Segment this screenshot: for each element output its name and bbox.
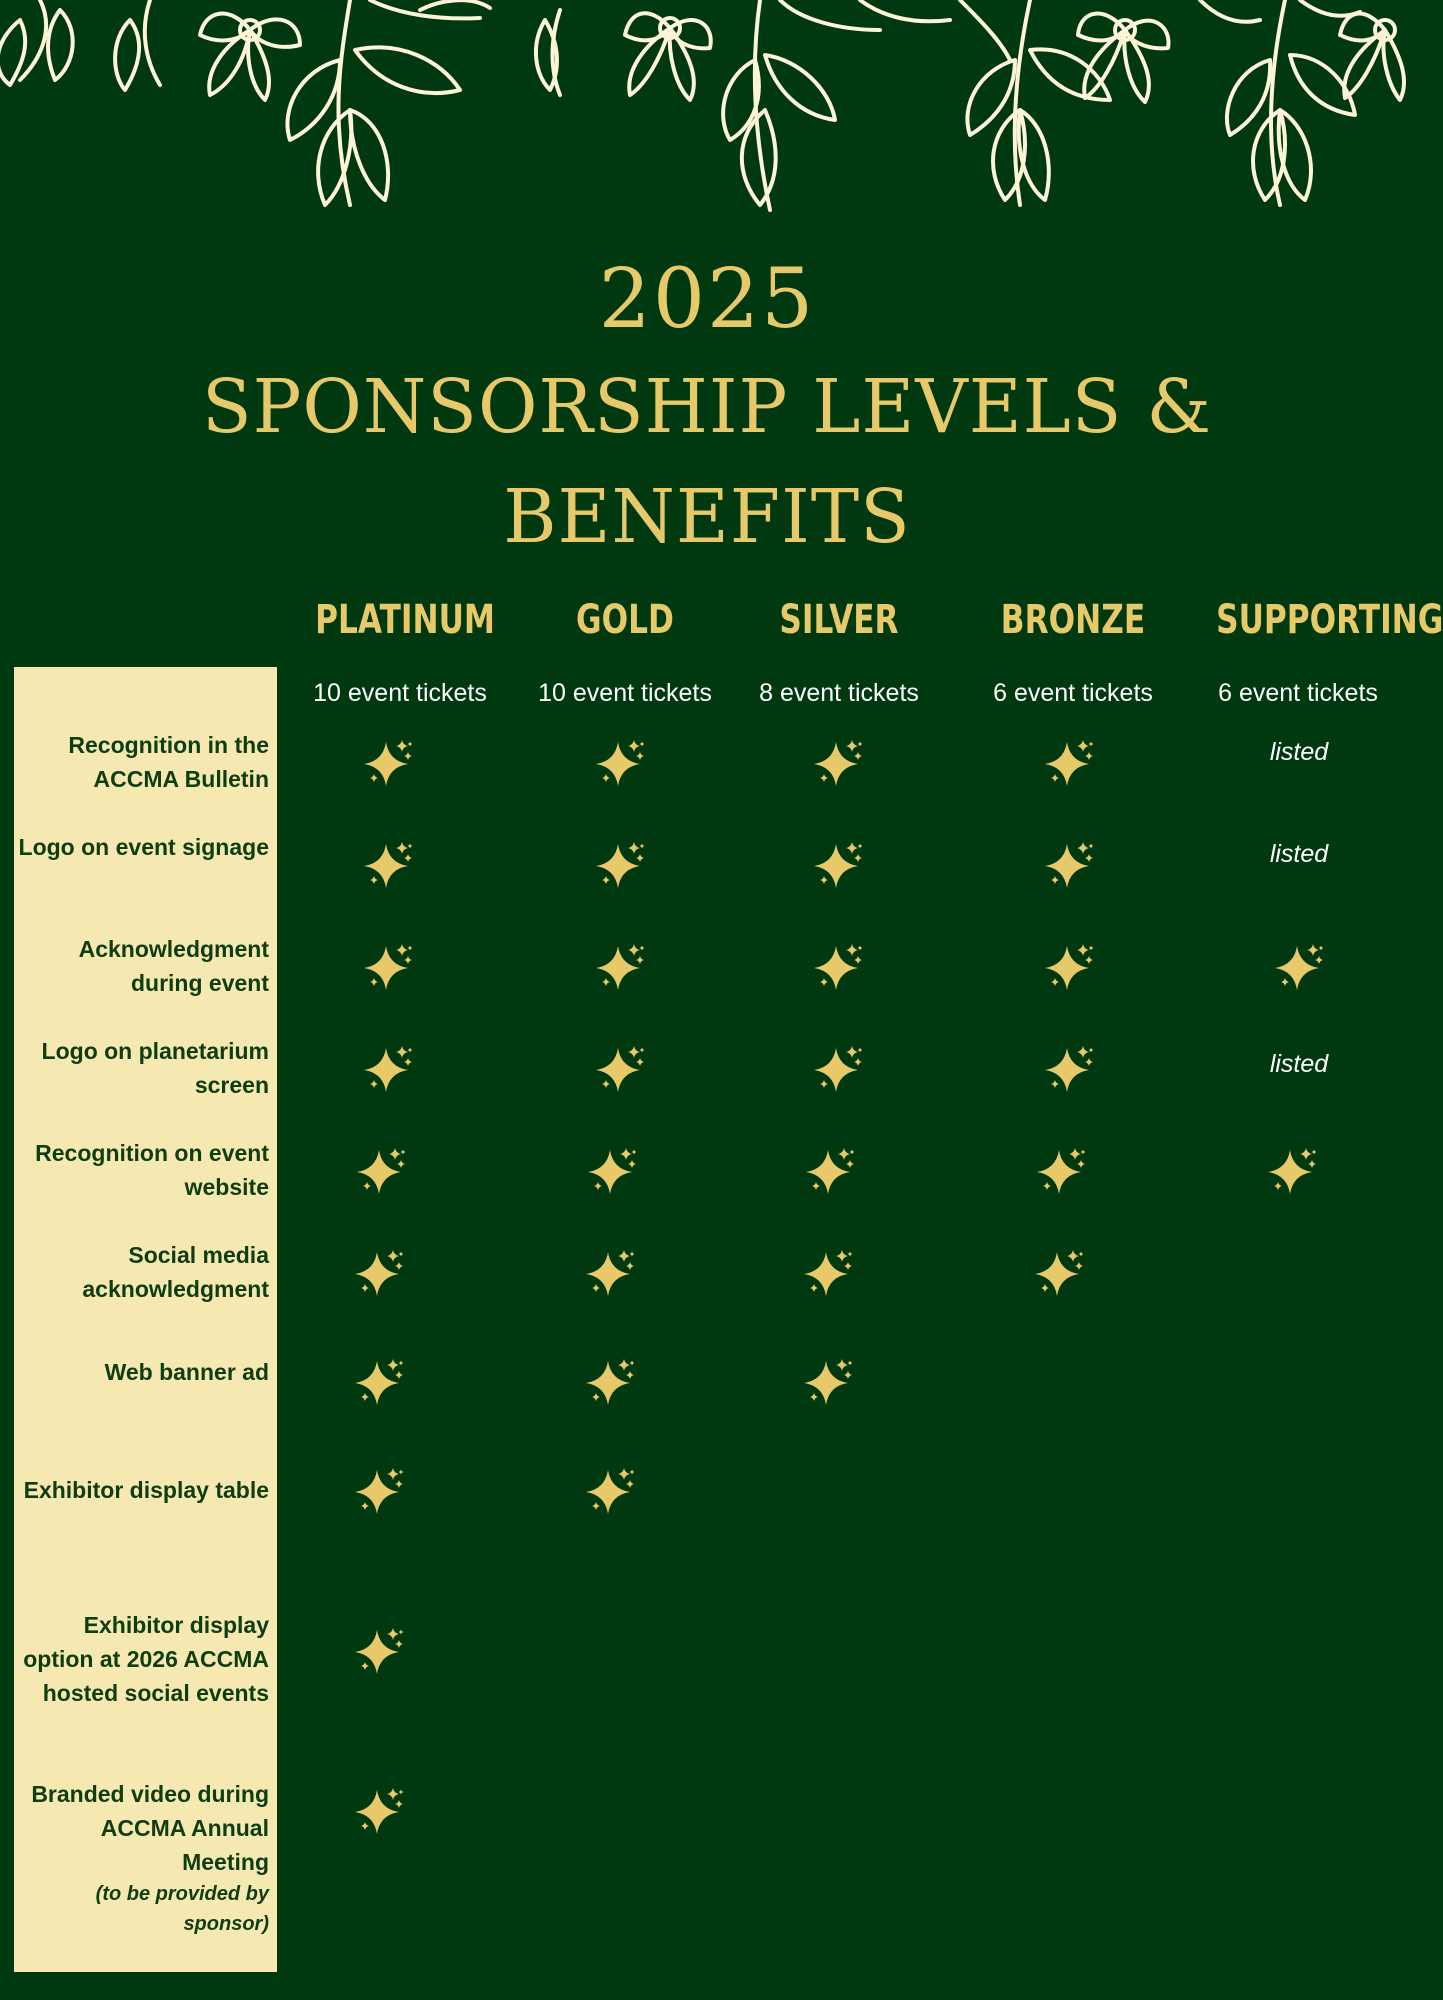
sparkle-icon [586,1355,638,1407]
sparkle-icon [1045,1042,1097,1094]
sparkle-icon [355,1246,407,1298]
sparkle-icon [355,1464,407,1516]
sparkle-icon [1035,1246,1087,1298]
sparkle-icon [814,736,866,788]
row-label-10 [14,1777,269,1939]
row-label-6 [14,1238,269,1306]
sparkle-icon [364,940,416,992]
sparkle-icon [804,1355,856,1407]
row-label-2 [14,830,269,864]
sparkle-icon [804,1246,856,1298]
sparkle-icon [806,1144,858,1196]
sparkle-icon [1045,838,1097,890]
sparkle-icon [814,838,866,890]
sparkle-icon [355,1355,407,1407]
row-label-text: Recognition on event website [35,1140,269,1200]
tickets-gold: 10 event tickets [538,679,712,707]
tickets-bronze: 6 event tickets [993,679,1153,707]
row-label-text: Logo on event signage [18,834,269,860]
sparkle-icon [814,940,866,992]
tickets-platinum: 10 event tickets [313,679,487,707]
sparkle-icon [1045,736,1097,788]
sparkle-icon [596,940,648,992]
sparkle-icon [588,1144,640,1196]
row-label-9 [14,1608,269,1710]
column-header-bronze: BRONZE [1000,597,1146,643]
column-header-supporting: SUPPORTING [1216,597,1443,643]
row-label-8 [14,1473,269,1507]
sparkle-icon [364,838,416,890]
row-label-note: (to be provided by sponsor) [95,1883,269,1935]
sparkle-icon [364,1042,416,1094]
sparkle-icon [355,1624,407,1676]
sparkle-icon [1268,1144,1320,1196]
sparkle-icon [596,838,648,890]
row-label-7 [14,1355,269,1389]
sparkle-icon [596,736,648,788]
column-header-platinum: PLATINUM [315,597,495,643]
row-label-text: Logo on planetarium screen [41,1038,269,1098]
row-label-text: Exhibitor display option at 2026 ACCMA hosted social events [23,1612,269,1706]
column-header-gold: GOLD [576,597,674,643]
listed-text: listed [1269,840,1329,868]
listed-text: listed [1269,1050,1329,1078]
row-label-text: Recognition in the ACCMA Bulletin [68,732,269,792]
row-label-text: Web banner ad [104,1359,269,1385]
sparkle-icon [814,1042,866,1094]
sparkle-icon [357,1144,409,1196]
sparkle-icon [1045,940,1097,992]
row-label-text: Acknowledgment during event [78,936,269,996]
title-year: 2025 [598,252,816,347]
floral-decoration-icon [0,0,1414,220]
page-title: SPONSORSHIP LEVELS & BENEFITS [201,364,1212,560]
sparkle-icon [1037,1144,1089,1196]
sparkle-icon [586,1464,638,1516]
sparkle-icon [364,736,416,788]
sparkle-icon [586,1246,638,1298]
row-label-text: Social media acknowledgment [82,1242,269,1302]
row-label-5 [14,1136,269,1204]
tickets-supporting: 6 event tickets [1218,679,1378,707]
sparkle-icon [355,1784,407,1836]
sparkle-icon [1275,940,1327,992]
tickets-silver: 8 event tickets [759,679,919,707]
row-label-4 [14,1034,269,1102]
row-label-1 [14,728,269,796]
listed-text: listed [1269,738,1329,766]
sparkle-icon [596,1042,648,1094]
row-label-text: Exhibitor display table [23,1477,269,1503]
column-header-silver: SILVER [779,597,899,643]
row-label-text: Branded video during ACCMA Annual Meeting [31,1781,269,1875]
row-label-3 [14,932,269,1000]
title-block [0,250,1414,572]
